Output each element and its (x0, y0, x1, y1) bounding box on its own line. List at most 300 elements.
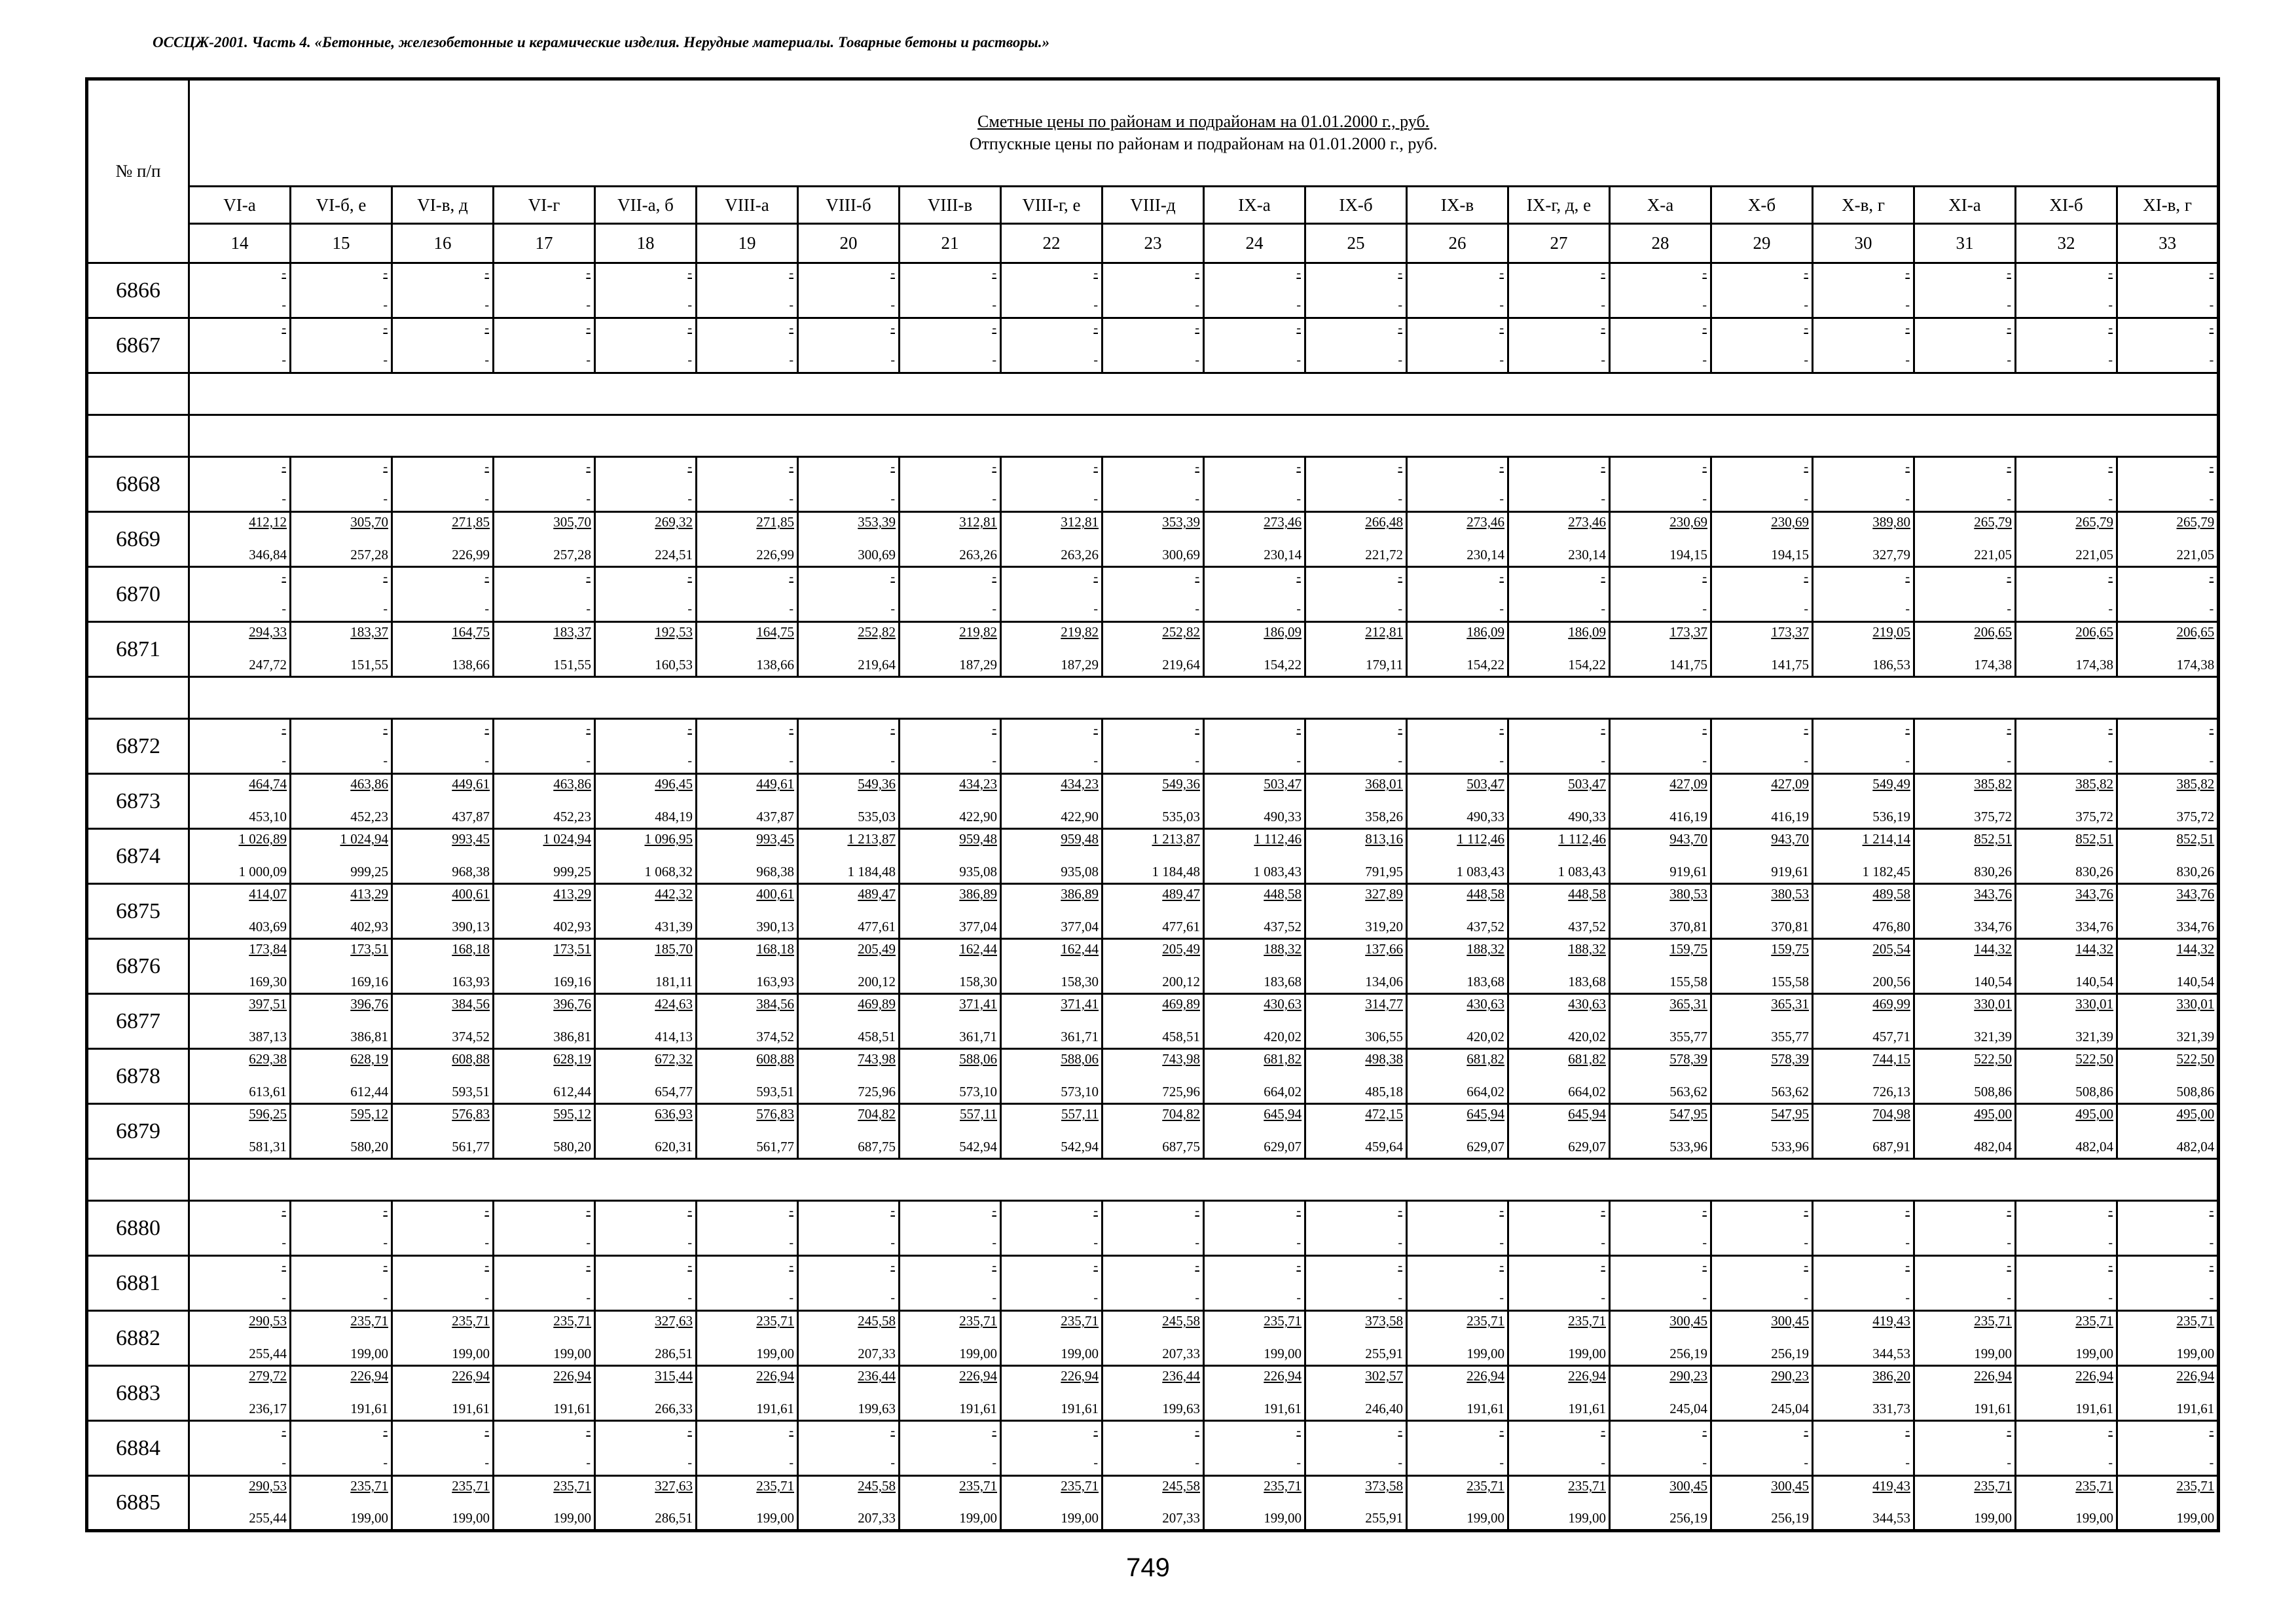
release-price: 580,20 (350, 1139, 388, 1154)
estimated-price: 235,71 (350, 1313, 388, 1329)
dash-mark: - (586, 722, 591, 736)
dash-mark: - (1195, 722, 1199, 736)
release-price: 194,15 (1771, 547, 1809, 563)
price-cell (494, 1476, 595, 1531)
dash-mark: - (789, 1424, 793, 1438)
price-cell (1204, 1311, 1305, 1366)
empty-price-cell (697, 457, 798, 512)
release-price: 199,00 (756, 1510, 794, 1526)
dash-mark: - (484, 1424, 489, 1438)
price-cell (2016, 622, 2117, 677)
price-cell (2117, 1311, 2219, 1366)
blank-row (87, 373, 2219, 415)
row-number: 6873 (87, 774, 189, 829)
dash-mark: - (2209, 570, 2214, 584)
price-cell (1610, 1049, 1711, 1104)
dash-mark: - (890, 321, 895, 335)
estimated-price: 164,75 (452, 624, 490, 640)
empty-price-cell (798, 263, 900, 318)
price-cell (1610, 994, 1711, 1049)
price-cell (1711, 939, 1813, 994)
dash-mark: - (789, 722, 793, 736)
estimated-price: 192,53 (655, 624, 693, 640)
price-cell (1711, 512, 1813, 567)
release-price: 140,54 (2075, 974, 2113, 989)
dash-mark: - (1195, 1236, 1199, 1250)
dash-mark: - (2007, 602, 2011, 616)
dash-mark: - (1195, 1204, 1199, 1218)
price-cell (798, 1311, 900, 1366)
title-release-prices: Отпускные цены по районам и подрайонам на 01.01.2000 г., руб. (969, 134, 1438, 153)
release-price: 374,52 (452, 1029, 490, 1044)
estimated-price: 235,71 (2075, 1313, 2113, 1329)
estimated-price: 186,09 (1568, 624, 1606, 640)
dash-mark: - (1702, 570, 1707, 584)
estimated-price: 389,80 (1872, 514, 1910, 530)
release-price: 508,86 (2075, 1084, 2113, 1099)
dash-mark: - (1905, 602, 1910, 616)
release-price: 533,96 (1771, 1139, 1809, 1154)
price-cell (1508, 512, 1610, 567)
release-price: 236,17 (249, 1401, 287, 1416)
release-price: 334,76 (2075, 919, 2113, 934)
release-price: 187,29 (1061, 657, 1099, 673)
price-cell (798, 622, 900, 677)
estimated-price: 396,76 (553, 996, 591, 1012)
price-cell (1508, 1476, 1610, 1531)
dash-mark: - (890, 298, 895, 312)
estimated-price: 380,53 (1669, 886, 1707, 902)
table-row (87, 1104, 2219, 1159)
empty-price-cell (595, 318, 697, 373)
price-cell (1102, 829, 1204, 884)
dash-mark: - (383, 602, 388, 616)
price-cell (494, 884, 595, 939)
dash-mark: - (282, 570, 286, 584)
estimated-price: 419,43 (1872, 1478, 1910, 1494)
dash-mark: - (1296, 1456, 1301, 1470)
dash-mark: - (383, 266, 388, 280)
dash-mark: - (1093, 1424, 1098, 1438)
empty-price-cell (1711, 457, 1813, 512)
release-price: 968,38 (756, 864, 794, 879)
dash-mark: - (687, 321, 692, 335)
release-price: 199,00 (1061, 1346, 1099, 1361)
release-price: 355,77 (1669, 1029, 1707, 1044)
dash-mark: - (1601, 1259, 1605, 1273)
dash-mark: - (1499, 492, 1504, 506)
dash-mark: - (1702, 754, 1707, 768)
dash-mark: - (1195, 353, 1199, 367)
dash-mark: - (1398, 321, 1402, 335)
release-price: 257,28 (553, 547, 591, 563)
release-price: 452,23 (553, 809, 591, 824)
release-price: 191,61 (350, 1401, 388, 1416)
price-cell (189, 1049, 291, 1104)
price-cell (697, 1366, 798, 1421)
table-title (189, 79, 2219, 187)
dash-mark: - (282, 460, 286, 474)
dash-mark: - (1601, 321, 1605, 335)
release-price: 199,00 (1568, 1346, 1606, 1361)
price-cell (1813, 774, 1914, 829)
dash-mark: - (2007, 1204, 2011, 1218)
table-row (87, 512, 2219, 567)
table-row (87, 1421, 2219, 1476)
release-price: 361,71 (959, 1029, 997, 1044)
dash-mark: - (484, 460, 489, 474)
dash-mark: - (1804, 1259, 1808, 1273)
dash-mark: - (1702, 492, 1707, 506)
estimated-price: 628,19 (350, 1051, 388, 1067)
estimated-price: 442,32 (655, 886, 693, 902)
estimated-price: 413,29 (553, 886, 591, 902)
empty-price-cell (900, 1421, 1001, 1476)
dash-mark: - (1702, 1259, 1707, 1273)
blank-cell (87, 415, 189, 457)
release-price: 370,81 (1771, 919, 1809, 934)
dash-mark: - (2108, 353, 2113, 367)
column-number: 16 (392, 224, 494, 263)
column-number: 33 (2117, 224, 2219, 263)
release-price: 919,61 (1669, 864, 1707, 879)
release-price: 226,99 (756, 547, 794, 563)
price-cell (1813, 829, 1914, 884)
dash-mark: - (1905, 1291, 1910, 1305)
price-cell (1001, 512, 1102, 567)
estimated-price: 144,32 (1974, 941, 2012, 957)
price-cell (1305, 829, 1407, 884)
empty-price-cell (1813, 1421, 1914, 1476)
release-price: 160,53 (655, 657, 693, 673)
empty-price-cell (798, 567, 900, 622)
dash-mark: - (1296, 266, 1301, 280)
estimated-price: 959,48 (1061, 831, 1099, 847)
price-cell (1204, 1366, 1305, 1421)
dash-mark: - (992, 1291, 996, 1305)
empty-price-cell (900, 719, 1001, 774)
price-cell (291, 774, 392, 829)
dash-mark: - (1601, 1204, 1605, 1218)
dash-mark: - (789, 298, 793, 312)
empty-price-cell (2016, 263, 2117, 318)
price-cell (291, 994, 392, 1049)
table-row (87, 994, 2219, 1049)
dash-mark: - (1905, 1456, 1910, 1470)
release-price: 613,61 (249, 1084, 287, 1099)
price-cell (1407, 1366, 1508, 1421)
release-price: 199,00 (2075, 1346, 2113, 1361)
estimated-price: 496,45 (655, 776, 693, 792)
dash-mark: - (992, 570, 996, 584)
estimated-price: 1 213,87 (847, 831, 896, 847)
dash-mark: - (484, 1456, 489, 1470)
estimated-price: 549,36 (1162, 776, 1200, 792)
empty-price-cell (1508, 318, 1610, 373)
empty-price-cell (1508, 719, 1610, 774)
dash-mark: - (282, 754, 286, 768)
price-cell (1204, 1104, 1305, 1159)
empty-price-cell (900, 263, 1001, 318)
estimated-price: 173,51 (553, 941, 591, 957)
release-price: 191,61 (553, 1401, 591, 1416)
empty-price-cell (1508, 457, 1610, 512)
estimated-price: 469,99 (1872, 996, 1910, 1012)
dash-mark: - (1702, 602, 1707, 616)
estimated-price: 168,18 (452, 941, 490, 957)
release-price: 163,93 (756, 974, 794, 989)
row-number: 6869 (87, 512, 189, 567)
column-number: 24 (1204, 224, 1305, 263)
release-price: 191,61 (1061, 1401, 1099, 1416)
dash-mark: - (586, 460, 591, 474)
release-price: 344,53 (1872, 1346, 1910, 1361)
column-number-row (87, 224, 2219, 263)
price-cell (291, 622, 392, 677)
column-number: 28 (1610, 224, 1711, 263)
price-cell (697, 884, 798, 939)
price-cell (595, 1049, 697, 1104)
price-cell (1711, 1104, 1813, 1159)
release-price: 580,20 (553, 1139, 591, 1154)
estimated-price: 144,32 (2176, 941, 2215, 957)
dash-mark: - (1702, 1291, 1707, 1305)
price-cell (392, 939, 494, 994)
release-price: 181,11 (655, 974, 693, 989)
price-cell (1813, 1104, 1914, 1159)
empty-price-cell (1102, 1256, 1204, 1311)
column-number: 14 (189, 224, 291, 263)
empty-price-cell (1813, 567, 1914, 622)
empty-price-cell (1204, 1256, 1305, 1311)
dash-mark: - (992, 722, 996, 736)
estimated-price: 645,94 (1568, 1106, 1606, 1122)
empty-price-cell (900, 1256, 1001, 1311)
dash-mark: - (1905, 460, 1910, 474)
price-cell (1001, 884, 1102, 939)
release-price: 221,05 (1974, 547, 2012, 563)
estimated-price: 235,71 (756, 1478, 794, 1494)
estimated-price: 489,47 (858, 886, 896, 902)
dash-mark: - (383, 460, 388, 474)
release-price: 154,22 (1568, 657, 1606, 673)
estimated-price: 245,58 (858, 1313, 896, 1329)
release-price: 263,26 (959, 547, 997, 563)
row-number: 6880 (87, 1201, 189, 1256)
dash-mark: - (1296, 1236, 1301, 1250)
estimated-price: 413,29 (350, 886, 388, 902)
estimated-price: 159,75 (1669, 941, 1707, 957)
row-number: 6884 (87, 1421, 189, 1476)
estimated-price: 576,83 (452, 1106, 490, 1122)
release-price: 224,51 (655, 547, 693, 563)
price-cell (1711, 622, 1813, 677)
price-cell (595, 774, 697, 829)
dash-mark: - (1804, 353, 1808, 367)
release-price: 476,80 (1872, 919, 1910, 934)
estimated-price: 385,82 (2075, 776, 2113, 792)
price-cell (900, 1049, 1001, 1104)
estimated-price: 205,49 (858, 941, 896, 957)
empty-price-cell (1305, 1201, 1407, 1256)
price-cell (900, 1366, 1001, 1421)
dash-mark: - (586, 353, 591, 367)
dash-mark: - (1296, 298, 1301, 312)
price-cell (1407, 1311, 1508, 1366)
estimated-price: 608,88 (452, 1051, 490, 1067)
row-number: 6874 (87, 829, 189, 884)
dash-mark: - (1804, 754, 1808, 768)
row-number: 6882 (87, 1311, 189, 1366)
price-cell (1610, 622, 1711, 677)
estimated-price: 330,01 (2075, 996, 2113, 1012)
price-cell (494, 622, 595, 677)
dash-mark: - (1398, 1259, 1402, 1273)
dash-mark: - (383, 1236, 388, 1250)
price-cell (392, 622, 494, 677)
region-header: IX-г, д, е (1508, 187, 1610, 224)
estimated-price: 681,82 (1568, 1051, 1606, 1067)
estimated-price: 704,82 (858, 1106, 896, 1122)
dash-mark: - (586, 754, 591, 768)
release-price: 179,11 (1366, 657, 1403, 673)
estimated-price: 852,51 (1974, 831, 2012, 847)
price-cell (1001, 1049, 1102, 1104)
price-table (85, 77, 2220, 1532)
column-number: 23 (1102, 224, 1204, 263)
price-cell (2016, 1311, 2117, 1366)
estimated-price: 645,94 (1467, 1106, 1504, 1122)
price-cell (189, 622, 291, 677)
release-price: 247,72 (249, 657, 287, 673)
price-cell (900, 994, 1001, 1049)
price-cell (1508, 1049, 1610, 1104)
dash-mark: - (1398, 722, 1402, 736)
row-number: 6866 (87, 263, 189, 318)
dash-mark: - (1296, 321, 1301, 335)
dash-mark: - (1601, 1424, 1605, 1438)
empty-price-cell (1711, 1421, 1813, 1476)
empty-price-cell (1508, 1201, 1610, 1256)
price-cell (1914, 884, 2016, 939)
price-cell (1102, 1476, 1204, 1531)
price-cell (1813, 512, 1914, 567)
estimated-price: 168,18 (756, 941, 794, 957)
release-price: 207,33 (1162, 1510, 1200, 1526)
price-cell (1914, 1311, 2016, 1366)
price-cell (595, 994, 697, 1049)
empty-price-cell (2016, 1256, 2117, 1311)
release-price: 199,00 (1467, 1510, 1504, 1526)
price-cell (1711, 884, 1813, 939)
empty-price-cell (798, 318, 900, 373)
release-price: 437,87 (452, 809, 490, 824)
row-number: 6878 (87, 1049, 189, 1104)
blank-row (87, 1159, 2219, 1201)
price-cell (1813, 1476, 1914, 1531)
release-price: 286,51 (655, 1346, 693, 1361)
dash-mark: - (1905, 266, 1910, 280)
estimated-price: 959,48 (959, 831, 997, 847)
price-cell (1001, 774, 1102, 829)
dash-mark: - (1296, 602, 1301, 616)
release-price: 300,69 (1162, 547, 1200, 563)
release-price: 612,44 (350, 1084, 388, 1099)
dash-mark: - (1093, 1204, 1098, 1218)
empty-price-cell (494, 1256, 595, 1311)
price-cell (1102, 939, 1204, 994)
price-cell (1508, 622, 1610, 677)
dash-mark: - (383, 722, 388, 736)
release-price: 387,13 (249, 1029, 287, 1044)
empty-price-cell (1610, 1256, 1711, 1311)
estimated-price: 300,45 (1669, 1313, 1707, 1329)
release-price: 416,19 (1771, 809, 1809, 824)
price-cell (697, 512, 798, 567)
dash-mark: - (1601, 298, 1605, 312)
empty-price-cell (798, 457, 900, 512)
empty-price-cell (1102, 567, 1204, 622)
release-price: 581,31 (249, 1139, 287, 1154)
price-cell (900, 1104, 1001, 1159)
estimated-price: 448,58 (1467, 886, 1504, 902)
price-cell (1407, 1049, 1508, 1104)
empty-price-cell (189, 1421, 291, 1476)
release-price: 420,02 (1264, 1029, 1302, 1044)
dash-mark: - (687, 353, 692, 367)
release-price: 255,44 (249, 1510, 287, 1526)
estimated-price: 305,70 (350, 514, 388, 530)
dash-mark: - (1804, 321, 1808, 335)
estimated-price: 330,01 (2176, 996, 2215, 1012)
empty-price-cell (2117, 719, 2219, 774)
estimated-price: 173,51 (350, 941, 388, 957)
dash-mark: - (1601, 602, 1605, 616)
release-price: 791,95 (1365, 864, 1403, 879)
release-price: 687,75 (858, 1139, 896, 1154)
price-cell (291, 829, 392, 884)
dash-mark: - (383, 1424, 388, 1438)
dash-mark: - (282, 321, 286, 335)
release-price: 207,33 (858, 1510, 896, 1526)
release-price: 186,53 (1872, 657, 1910, 673)
dash-mark: - (1195, 1291, 1199, 1305)
dash-mark: - (1905, 298, 1910, 312)
row-number: 6885 (87, 1476, 189, 1531)
price-cell (798, 829, 900, 884)
release-price: 375,72 (1974, 809, 2012, 824)
estimated-price: 549,49 (1872, 776, 1910, 792)
row-number: 6881 (87, 1256, 189, 1311)
dash-mark: - (1905, 1204, 1910, 1218)
dash-mark: - (1905, 1259, 1910, 1273)
dash-mark: - (2209, 492, 2214, 506)
dash-mark: - (1905, 321, 1910, 335)
price-cell (798, 1366, 900, 1421)
dash-mark: - (992, 298, 996, 312)
region-header: XI-а (1914, 187, 2016, 224)
price-cell (1610, 884, 1711, 939)
blank-cell (87, 1159, 189, 1201)
empty-price-cell (595, 1256, 697, 1311)
dash-mark: - (586, 1259, 591, 1273)
empty-price-cell (1305, 318, 1407, 373)
empty-price-cell (1813, 318, 1914, 373)
price-cell (900, 939, 1001, 994)
release-price: 255,91 (1365, 1346, 1403, 1361)
release-price: 151,55 (553, 657, 591, 673)
column-number: 21 (900, 224, 1001, 263)
